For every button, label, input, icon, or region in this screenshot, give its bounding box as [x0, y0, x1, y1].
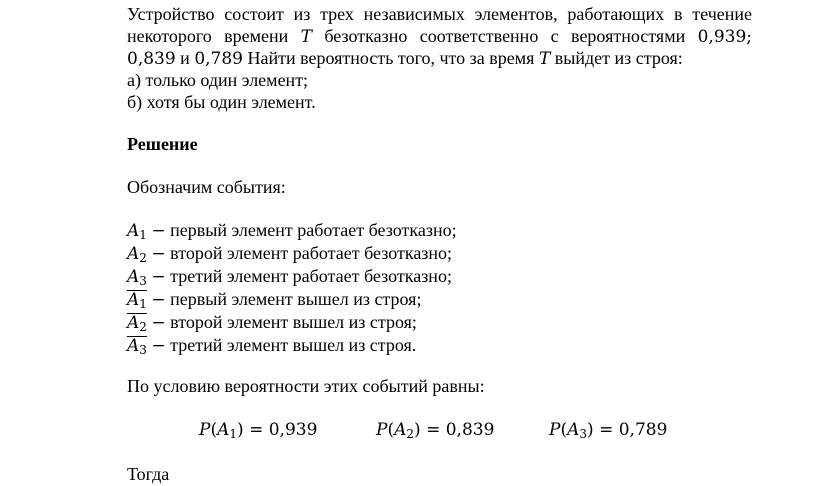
question-b: б) хотя бы один элемент.: [127, 92, 316, 112]
problem-text-3b: Найти вероятность того, что за время: [247, 48, 535, 68]
event-symbol: $A_1$: [127, 221, 147, 242]
event-symbol: $A_2$: [127, 244, 147, 265]
dash: −: [151, 267, 166, 287]
event-row: [127, 288, 421, 310]
problem-line-1: [127, 3, 752, 25]
event-description: первый элемент вышел из строя;: [170, 289, 422, 309]
time-variable: T: [538, 49, 551, 69]
problem-text-2b: безотказно соответственно с вероятностями: [324, 26, 686, 46]
probability-1: 0,939;: [697, 27, 753, 47]
solution-heading: Решение: [127, 134, 198, 154]
event-description: первый элемент работает безотказно;: [170, 220, 457, 240]
event-description: третий элемент вышел из строя.: [170, 335, 417, 355]
condition-text: По условию вероятности этих событий равны:: [127, 376, 485, 396]
dash: −: [151, 336, 166, 356]
event-description: третий элемент работает безотказно;: [170, 266, 452, 286]
complement-event-symbol: $A_1$: [127, 290, 147, 311]
event-row: [127, 311, 417, 333]
event-row: [127, 265, 452, 287]
probability-equation-3: $P(A_3) = 0,789$: [549, 420, 668, 441]
time-variable: T: [300, 27, 313, 47]
dash: −: [151, 313, 166, 333]
complement-event-symbol: $A_3$: [127, 336, 147, 357]
probability-equation-1: $P(A_1) = 0,939$: [199, 420, 318, 441]
event-symbol: $A_3$: [127, 267, 147, 288]
problem-text-3c: выйдет из строя:: [554, 48, 683, 68]
problem-text-2a: некоторого времени: [127, 26, 289, 46]
then-text: Тогда: [127, 464, 170, 484]
problem-line-3: [127, 47, 683, 69]
conjunction: и: [180, 48, 190, 68]
event-row: [127, 334, 416, 356]
probability-2: 0,839: [127, 49, 176, 69]
event-row: [127, 219, 457, 241]
probability-equation-2: $P(A_2) = 0,839$: [376, 420, 495, 441]
problem-text-1: Устройство состоит из трех независимых элементов, работающих в течение: [127, 4, 752, 24]
complement-event-symbol: $A_2$: [127, 313, 147, 334]
dash: −: [151, 244, 166, 264]
event-row: [127, 242, 452, 264]
events-intro: Обозначим события:: [127, 177, 286, 197]
dash: −: [151, 221, 166, 241]
problem-line-2: [127, 25, 752, 47]
question-a: а) только один элемент;: [127, 70, 309, 90]
event-description: второй элемент работает безотказно;: [170, 243, 453, 263]
dash: −: [151, 290, 166, 310]
event-description: второй элемент вышел из строя;: [170, 312, 417, 332]
probability-3: 0,789: [194, 49, 243, 69]
